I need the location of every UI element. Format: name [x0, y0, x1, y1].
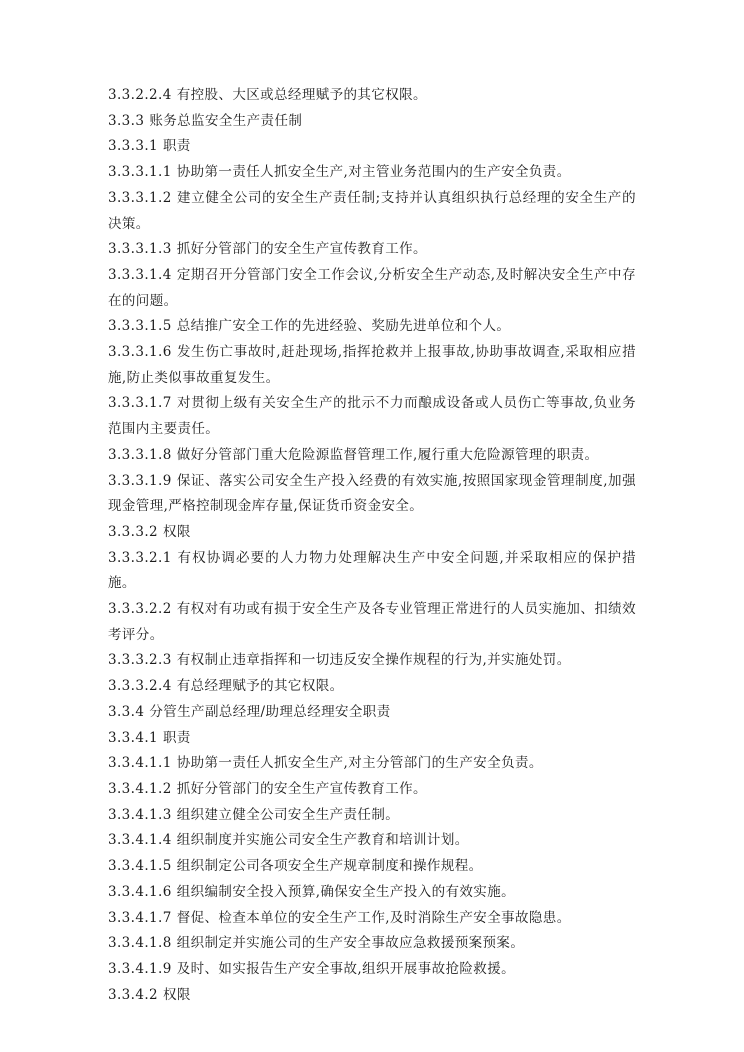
paragraph	[108, 983, 636, 1009]
clause-number: 3.3.3.1.6	[108, 344, 172, 361]
paragraph	[108, 674, 636, 700]
paragraph	[108, 700, 636, 726]
paragraph	[108, 186, 636, 237]
paragraph	[108, 391, 636, 442]
paragraph	[108, 83, 636, 109]
clause-text: 抓好分管部门的安全生产宣传教育工作。	[176, 241, 427, 258]
clause-text: 权限	[163, 523, 191, 540]
clause-text: 有权对有功或有损于安全生产及各专业管理正常进行的人员实施加、扣绩效考评分。	[108, 601, 636, 643]
clause-text: 组织制定公司各项安全生产规章制度和操作规程。	[176, 858, 483, 875]
paragraph	[108, 546, 636, 597]
clause-number: 3.3.3	[108, 112, 145, 129]
clause-text: 督促、检查本单位的安全生产工作,及时消除生产安全事故隐患。	[176, 909, 571, 926]
paragraph	[108, 931, 636, 957]
paragraph	[108, 906, 636, 932]
paragraph	[108, 469, 636, 520]
clause-text: 组织制定并实施公司的生产安全事故应急救援预案预案。	[176, 935, 525, 952]
paragraph	[108, 597, 636, 648]
paragraph	[108, 803, 636, 829]
paragraph	[108, 648, 636, 674]
clause-text: 保证、落实公司安全生产投入经费的有效实施,按照国家现金管理制度,加强现金管理,严格控制现金库存量,保证货币资金安全。	[108, 472, 636, 515]
paragraph	[108, 134, 636, 160]
clause-text: 及时、如实报告生产安全事故,组织开展事故抢险救援。	[176, 960, 516, 977]
paragraph	[108, 263, 636, 314]
clause-text: 组织制度并实施公司安全生产教育和培训计划。	[176, 832, 469, 849]
clause-text: 协助第一责任人抓安全生产,对主管业务范围内的生产安全负责。	[176, 164, 571, 181]
clause-number: 3.3.3.1.7	[108, 395, 172, 412]
paragraph	[108, 854, 636, 880]
clause-number: 3.3.4.1.5	[108, 858, 172, 875]
clause-number: 3.3.3.1	[108, 138, 159, 155]
clause-text: 有控股、大区或总经理赋予的其它权限。	[176, 87, 427, 103]
clause-text: 协助第一责任人抓安全生产,对主分管部门的生产安全负责。	[176, 755, 543, 772]
paragraph	[108, 109, 636, 135]
clause-number: 3.3.3.1.1	[108, 164, 172, 181]
clause-number: 3.3.3.2.1	[108, 549, 172, 566]
clause-text: 做好分管部门重大危险源监督管理工作,履行重大危险源管理的职责。	[176, 446, 599, 463]
clause-text: 组织建立健全公司安全生产责任制。	[176, 806, 400, 823]
clause-text: 建立健全公司的安全生产责任制;支持并认真组织执行总经理的安全生产的决策。	[108, 189, 636, 232]
clause-text: 账务总监安全生产责任制	[149, 112, 303, 129]
clause-number: 3.3.3.1.8	[108, 446, 172, 463]
paragraph	[108, 237, 636, 263]
clause-number: 3.3.4.1.3	[108, 806, 172, 823]
clause-number: 3.3.3.1.4	[108, 266, 172, 283]
clause-number: 3.3.3.1.5	[108, 318, 172, 335]
clause-number: 3.3.4.1	[108, 729, 159, 746]
clause-number: 3.3.4.1.4	[108, 832, 172, 849]
clause-text: 抓好分管部门的安全生产宣传教育工作。	[176, 780, 427, 797]
clause-number: 3.3.3.1.3	[108, 241, 172, 258]
clause-number: 3.3.4.1.7	[108, 909, 172, 926]
clause-text: 权限	[163, 986, 191, 1003]
clause-text: 有权协调必要的人力物力处理解决生产中安全问题,并采取相应的保护措施。	[108, 549, 636, 592]
paragraph	[108, 160, 636, 186]
paragraph	[108, 751, 636, 777]
clause-number: 3.3.3.2.3	[108, 652, 172, 669]
clause-number: 3.3.3.2	[108, 523, 159, 540]
clause-text: 职责	[163, 729, 191, 746]
paragraph	[108, 726, 636, 752]
clause-number: 3.3.4	[108, 703, 145, 720]
clause-text: 总结推广安全工作的先进经验、奖励先进单位和个人。	[176, 318, 511, 335]
clause-number: 3.3.4.2	[108, 986, 159, 1003]
paragraph	[108, 443, 636, 469]
clause-number: 3.3.4.1.9	[108, 960, 172, 977]
clause-text: 组织编制安全投入预算,确保安全生产投入的有效实施。	[176, 883, 516, 900]
clause-number: 3.3.3.2.4	[108, 678, 172, 695]
clause-text: 职责	[163, 138, 191, 155]
clause-text: 对贯彻上级有关安全生产的批示不力而酿成设备或人员伤亡等事故,负业务范围内主要责任。	[108, 395, 636, 438]
clause-text: 分管生产副总经理/助理总经理安全职责	[149, 703, 391, 720]
paragraph	[108, 880, 636, 906]
paragraph	[108, 314, 636, 340]
clause-text: 发生伤亡事故时,赶赴现场,指挥抢救并上报事故,协助事故调查,采取相应措施,防止类似事故重复发生。	[108, 344, 636, 386]
clause-text: 有权制止违章指挥和一切违反安全操作规程的行为,并实施处罚。	[176, 652, 571, 669]
clause-number: 3.3.4.1.2	[108, 780, 172, 797]
paragraph	[108, 520, 636, 546]
clause-text: 有总经理赋予的其它权限。	[176, 678, 344, 695]
clause-number: 3.3.2.2.4	[108, 87, 172, 103]
clause-number: 3.3.4.1.6	[108, 883, 172, 900]
document-body	[108, 83, 636, 1008]
clause-number: 3.3.4.1.1	[108, 755, 172, 772]
clause-number: 3.3.4.1.8	[108, 935, 172, 952]
clause-number: 3.3.3.1.9	[108, 472, 172, 489]
clause-number: 3.3.3.1.2	[108, 189, 172, 206]
paragraph	[108, 828, 636, 854]
paragraph	[108, 777, 636, 803]
clause-text: 定期召开分管部门安全工作会议,分析安全生产动态,及时解决安全生产中存在的问题。	[108, 266, 636, 309]
clause-number: 3.3.3.2.2	[108, 601, 172, 618]
paragraph	[108, 957, 636, 983]
paragraph	[108, 340, 636, 391]
